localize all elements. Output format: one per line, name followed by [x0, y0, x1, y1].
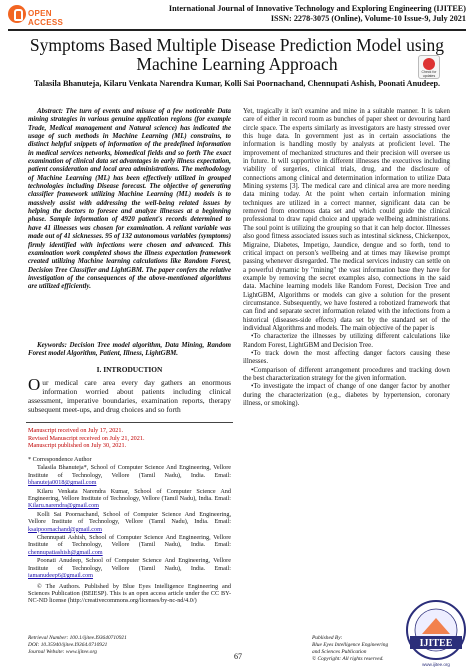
seal-badge-text: IJITEE — [419, 638, 453, 649]
section-heading-introduction: I. INTRODUCTION — [96, 365, 163, 374]
footnote-rule — [26, 422, 233, 423]
author-email-5[interactable]: iamanudeep6@gmail.com — [28, 572, 93, 580]
seal-url: www.ijitee.org — [422, 662, 450, 667]
journal-website[interactable]: Journal Website: www.ijitee.org — [28, 649, 97, 655]
author-affiliation-1: Talasila Bhanuteja*, School of Computer Science And Engineering, Vellore Institute of Technology, Vellore (Tamil Nadu), India. Email: bhanuteja0018@gmail.com — [28, 464, 231, 487]
objective-bullet-1: •To characterize the illnesses by utilizing different calculations like Random Forest, LightGBM and Decision Tree. — [243, 333, 450, 349]
publisher-line-1: Blue Eyes Intelligence Engineering — [312, 642, 389, 648]
manuscript-revised: Revised Manuscript received on July 21, 2021. — [28, 434, 145, 442]
objective-bullet-2: •To track down the most affecting danger factors causing these illnesses. — [243, 349, 450, 366]
author-email-2[interactable]: Kilaru.narendra@gmail.com — [28, 502, 99, 510]
author-affiliation-5: Poonati Anudeep, School of Computer Science And Engineering, Vellore Institute of Technology, Vellore (Tamil Nadu), India. Email: iamanudeep6@gmail.com — [28, 557, 231, 580]
journal-header — [136, 4, 466, 24]
introduction-text — [28, 375, 231, 414]
check-for-updates-badge[interactable] — [418, 55, 440, 79]
manuscript-published: Manuscript published on July 30, 2021. — [28, 442, 127, 450]
open-access-logo — [8, 5, 78, 27]
author-email-4[interactable]: chennupatiashish@gmail.com — [28, 548, 103, 556]
introduction-body: ur medical care area every day gathers an enormous information worried about patients including clinical assessment, imperative boundaries, examination reports, therapy subsequent meet-ups, and drug choices and so forth — [28, 378, 231, 414]
open-access-logo-text: OPEN ACCESS — [28, 9, 64, 27]
header-rule — [8, 29, 466, 31]
page-number: 67 — [234, 652, 242, 661]
publisher-line-2: and Sciences Publication — [312, 649, 367, 655]
journal-issn: ISSN: 2278-3075 (Online), Volume-10 Issue-9, July 2021 — [270, 14, 466, 23]
body-paragraph: Yet, tragically it isn't examine and mine in a suitable manner. It is taken care of either in record room as bunches of paper sheet or devouring hard circle space. The experts similarly as investigators are hasty stressed over this huge data. In government just as in certain associations the information is handling mostly by analysts at proficient level. The improvement of mechanized structures and their precision will oversee us in future. It will supportive in different illnesses the executives including viability of surgeries, clinical trials, drug, and the disclosure of connections among clinical and determination information to utilize Data Mining systems [3]. The medical care and clinical area are more needing data mining today. At the point when certain information mining techniques are utilized in a correct manner, significant data can be removed from enormous data set and which could guide the clinical professional to draw rapid choice and upgrade wellbeing administrations. The soul point is utilizing the grouping so that it can help doctor. Illnesses also good fitness associated issues such as intestinal sickness, Chickenpox, Migraine, Diabetes, Impetigo, Jaundice, dengue and so forth, tend to critical impact on person's wellbeing and at times may likewise prompt passing whenever disregarded. The medical services industry can settle on a powerful dynamic by "mining" the vast information base they have for example by removing the secret examples also, connections in the said data. Machine learning models like Random Forest, Decision Tree and LightGBM, Algorithms or models can give a solution for the present circumstance. Subsequently, we have fostered a robotized framework that can find and separate secret information related with the infections from a historical (diseases-side effects) data set by the standard set of the individual Algorithms and models. The main objective of the paper is — [243, 108, 450, 332]
copyright: © Copyright: All rights reserved. — [312, 656, 384, 662]
footer-right — [312, 635, 404, 663]
check-updates-label: Check for updates — [421, 70, 437, 78]
author-email-1[interactable]: bhanuteja0018@gmail.com — [28, 479, 97, 487]
abstract: Abstract: The turn of events and misuse of a few noticeable Data mining strategies in various genuine application regions (for example Trade, Medical management and Natural science) has indicated the usage of such methods in Machine Learning (ML) constrains, to distinct helpful snippets of information of the predefined information in medical services networks, biomedical fields and so forth The exact examination of clinical data set advantages in early illness expectation, patient consideration and local area administrations. The methodology of Machine Learning (ML) has been effectively utilized in grouped technologies including Disease forecast. The objective of generating classifier framework utilizing Machine Learning (ML) models is to massively assist with addressing the well-being related issues by helping the doctors to foresee and analyze illnesses at a beginning phase. Sample information of 4920 patient's records determined to have 41 illnesses was chosen for examination. A reliant variable was made out of 41 sicknesses. 95 of 132 autonomous variables (symptoms) firmly identified with infections were chosen and advanced. This examination work completed shows the illness expectation framework created utilizing Machine learning calculations like Random Forest, Decision Tree Classifier and LightGBM. The paper confers the relative investigation of the consequences of the above-mentioned algorithms are utilized efficiently. — [28, 108, 231, 291]
manuscript-received: Manuscript received on July 17, 2021. — [28, 427, 124, 434]
doi: DOI: 10.35940/ijitee.I9364.0710921 — [28, 642, 108, 648]
paper-title: Symptoms Based Multiple Disease Prediction Model using Machine Learning Approach — [29, 35, 445, 74]
right-column-text — [243, 108, 450, 408]
keywords: Keywords: Decision Tree model algorithm, Data Mining, Random Forest model Algorithm, Patient, Illness, LightGBM. — [28, 342, 231, 358]
published-by: Published By: — [312, 635, 343, 641]
journal-name: International Journal of Innovative Technology and Exploring Engineering (IJITEE) — [168, 4, 466, 13]
license-note: © The Authors. Published by Blue Eyes Intelligence Engineering and Sciences Publication (BEIESP). This is an open access article under the CC BY-NC-ND license (http://creativecommons.org/licenses/by-nc-nd/4.0/) — [28, 582, 231, 605]
retrieval-number: Retrieval Number: 100.1/ijitee.I93640710921 — [28, 635, 127, 641]
paper-authors: Talasila Bhanuteja, Kilaru Venkata Narendra Kumar, Kolli Sai Poornachand, Chennupati Ashish, Poonati Anudeep. — [33, 79, 441, 88]
correspondence-note: * Correspondence Author — [28, 456, 92, 463]
ijitee-seal — [404, 598, 468, 668]
check-updates-icon — [423, 58, 435, 70]
author-footnotes — [28, 456, 231, 606]
author-affiliation-2: Kilaru Venkata Narendra Kumar, School of Computer Science And Engineering, Vellore Institute of Technology, Vellore (Tamil Nadu), India. Email: Kilaru.narendra@gmail.com — [28, 487, 231, 510]
objective-bullet-4: •To investigate the impact of change of one danger factor by another during the characterization (e.g., diabetes by hypertension, coronary illness, or smoking). — [243, 383, 450, 408]
author-affiliation-3: Kolli Sai Poornachand, School of Computer Science And Engineering, Vellore Institute of Technology, Vellore (Tamil Nadu), India. Email: ksaipoornachand@gmail.com — [28, 510, 231, 533]
drop-cap: O — [28, 375, 41, 394]
author-email-3[interactable]: ksaipoornachand@gmail.com — [28, 525, 102, 533]
open-access-lock-icon — [8, 5, 26, 23]
manuscript-dates — [28, 427, 231, 450]
footer-left — [28, 635, 228, 656]
author-affiliation-4: Chennupati Ashish, School of Computer Science And Engineering, Vellore Institute of Technology, Vellore (Tamil Nadu), India. Email: chennupatiashish@gmail.com — [28, 534, 231, 556]
objective-bullet-3: •Comparison of different arrangement procedures and tracking down the best characterization strategy for the given information. — [243, 366, 450, 382]
